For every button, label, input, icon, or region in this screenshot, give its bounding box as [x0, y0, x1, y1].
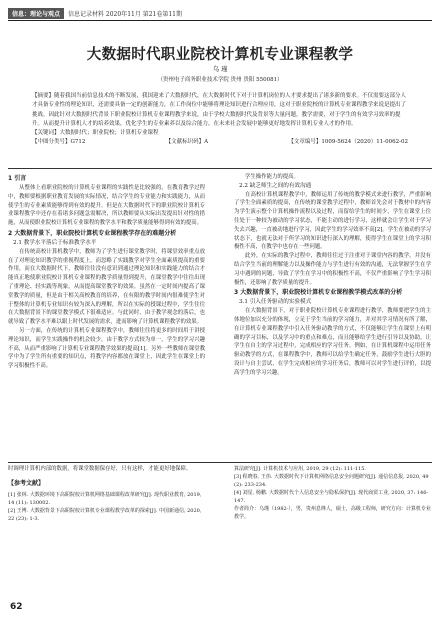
paragraph: 在传统高校计算机教学中，教师为了学生进行课堂教学时，将课堂效率重点放在了对理论知识教学的重视程度上，而忽略了实践教学对学生全面素质提高的重要作用，而在大数据时代下，教师往往没有意识到通过理论知识和实践能力的结合才能真正地使职业院校计算机专业课程的教学质量得到提升，在课堂教学中往往出现了重理论、轻实践等现象。从而提高课堂教学的效果。虽然在一定时间内提高了课堂教学的质量，但是由于相关高校教育的培养，在有限的教学时间内很难使学生对于整体的计算机专业知识有较为深入的理解，所以在实际的授课过程中，学生往往在大数据背景下的课堂教学模式下很难适应。与此同时，由于教学观念的落后，也就导致了教学水平难以跟上时代发展的需求，进而影响了计算机课程教学的效果。 [8, 248, 205, 326]
section-heading: 2 大数据背景下，职业院校计算机专业课程教学存在的难题分析 [8, 229, 177, 237]
reference-item: 算法研究[J]. 计算机技术与应用, 2019, 29 (12): 111-115. [234, 466, 367, 472]
paragraph: 从整体上看职业院校的计算机专业课程的实践性是比较强的，在教育教学过程中，教师要根据职业教育发展的实际情况，结合学生的专业能力和实践能力，从而使学生的专业素质能够得到有效的提升。但是在大数据时代下的职业院校计算机专业课程教学中还存在着诸多问题急需解决，所以教师要从实际出发提出针对性的措施，从而使职业院校计算机专业课程的教学水平和教学质量能够得到有效的提高。 [8, 185, 205, 227]
clc-number: 【中图分类号】G712 [32, 139, 86, 146]
article-title: 大数据时代职业院校计算机专业课程教学 [86, 47, 354, 63]
right-column [234, 173, 431, 378]
article-number: 【文章编号】1009-5624（2020）11-0062-02 [288, 139, 408, 146]
running-header [8, 6, 432, 21]
article-meta [32, 138, 408, 147]
section-heading: 3 大数据背景下，职业院校计算机专业课程教学模式改革的分析 [234, 289, 403, 297]
doc-code: 【文献标识码】A [165, 139, 209, 146]
divider [8, 168, 432, 169]
section-heading: 1 引言 [8, 175, 27, 182]
reference-item: [1] 张林. 大数据环境下高职院校计算机网络基础课程改革研究[J]. 现代职业教育, 2019, 14 (11): 130002. [8, 491, 202, 506]
bottom-right [234, 465, 431, 521]
references-list [8, 491, 205, 523]
paragraph: 此外，在实际的教学过程中，教师往往过于注重对于课堂内容的教学，并没有结合学生当前的理解能力以及操作能力与学生进行有效的沟通，无法掌握学生在学习中遇到的问题，导致了学生在学习中的积极性不高，不仅严重影响了学生学习积极性，还影响了教学质量的提升。 [234, 253, 431, 286]
paragraph: 学生操作能力的提高。 [245, 174, 299, 180]
reference-item: [4] 刘星, 杨鹏. 大数据时代个人信息安全与隐私保护[J]. 现代商贸工业, 2020, 37: 146-147. [234, 490, 429, 504]
references-heading: 【参考文献】 [8, 479, 45, 487]
paragraph: 在高校计算机课程教学中，教师运用了传统的教学模式来进行教学，严重影响了学生全面素质的提高，在传统的课堂教学过程中，教师首先会对于教材中的内容为学生演示整个计算机操作流程以及过程，而留给学生的时间少，学生在课堂上往往处于一种较为被动的学习状态，不能主动的进行学习，这样就会让学生对于学习失去兴趣，一直被动地进行学习，因此学生的学习效率不高[2]。学生在被动的学习状态下，也就无法对于所学习的知识进行深入的理解，使得学生在课堂上的学习积极性不高，在教学中也存在一些问题。 [234, 191, 431, 251]
affiliation: （贵州电子商务职业技术学院 贵州 贵阳 550081） [157, 77, 283, 83]
author: 乌 瑾 [212, 65, 228, 73]
page-number: 62 [10, 602, 23, 612]
left-column [8, 173, 205, 371]
bottom-left [8, 465, 205, 523]
subsection-heading: 3.1 引入任务驱动的实验模式 [239, 299, 312, 306]
reference-item: [2] 王博. 大数据背景下高职院校计算机专业课程教学改革的探索[J]. 中国新通信, 2020, 22 (23): 1-3. [8, 507, 202, 522]
continued-text: 时调理计算机内部的数据，将课堂数据保存好，只有这样，才能更好地保障。 [8, 466, 192, 472]
keywords: 【关键词】大数据时代；职业院校；计算机专业课程 [32, 130, 159, 137]
subsection-heading: 2.2 缺乏师生之间的有效沟通 [239, 182, 312, 189]
abstract-block [32, 92, 408, 148]
divider [8, 462, 432, 463]
section-tag: 信息：理论与观点 [8, 8, 64, 19]
abstract-text: 【摘要】随着我国当前信息技术的不断发展，我国迎来了大数据时代，在大数据时代下对于计算机岗位的人才要求提出了诸多新的要求。不仅需要这部分人才具备专业性的理论知识，还需要具备一定的创新能力，在工作岗位中能够将理论知识进行合理应用，这对于职业院校的计算机专业课程教学来说是提出了挑战。因此针对大数据时代背景下职业院校计算机专业课程教学来说，由于学校大数据时代及背景等大量问题，教学需要，对于学生的有效学习效率的提升。从而提升计算机人才的培养效果，优化学生的专业素养以及综合能力，在未来社会发展中能够更好地发挥计算机专业人才的作用。 [32, 93, 407, 127]
paragraph: 另一方面，在传统的计算机专业课程教学中，教师往往将更多的时间用于讲授理论知识，而学生实践操作的机会较少，由于教学方式较为单一，学生的学习兴趣不高，从而严重影响了计算机专业课程教学效果的提高[1]。另外一些教师在课堂教学中为了学生所有重要的知识点，将教学内容都放在课堂上，因此学生在课堂上的学习积极性不高。 [8, 327, 205, 370]
reference-item: [3] 程晓春, 王伟. 大数据时代下计算机网络信息安全问题研究[J]. 通信信息报, 2020, 49 (2): 233-234. [234, 474, 429, 488]
journal-info: 信息记录材料 2020年11月 第21卷第11期 [68, 10, 183, 18]
subsection-heading: 2.1 教学水平落后于标准教学水平 [13, 239, 97, 246]
author-bio: 作者简介：乌瑾（1982-），男，贵州息烽人，硕士，高级工程师，研究方向：计算机专业教学。 [234, 506, 431, 520]
paragraph: 在大数据背景下，对于职业院校计算机专业课程进行教学，教师要把学生的主体地位加以充分的体现，立足于学生当前的学习能力，并对其学习情况有所了解，在计算机专业课程教学中引入任务驱动教学的方式，不仅能够让学生在课堂上有明确的学习目标，以及学习中的重点和难点，而且能够给学生进行引导以及协助，让学生在自主的学习过程中，完成相应的学习任务。例如，在计算机课程中运用任务驱动教学的方式，在课程教学中，教师可以给学生确定任务，鼓励学生进行大胆的设计与自主尝试，在学生完成相应的学习任务后，教师可以对学生进行评价，以提高学生的学习兴趣。 [234, 308, 431, 376]
